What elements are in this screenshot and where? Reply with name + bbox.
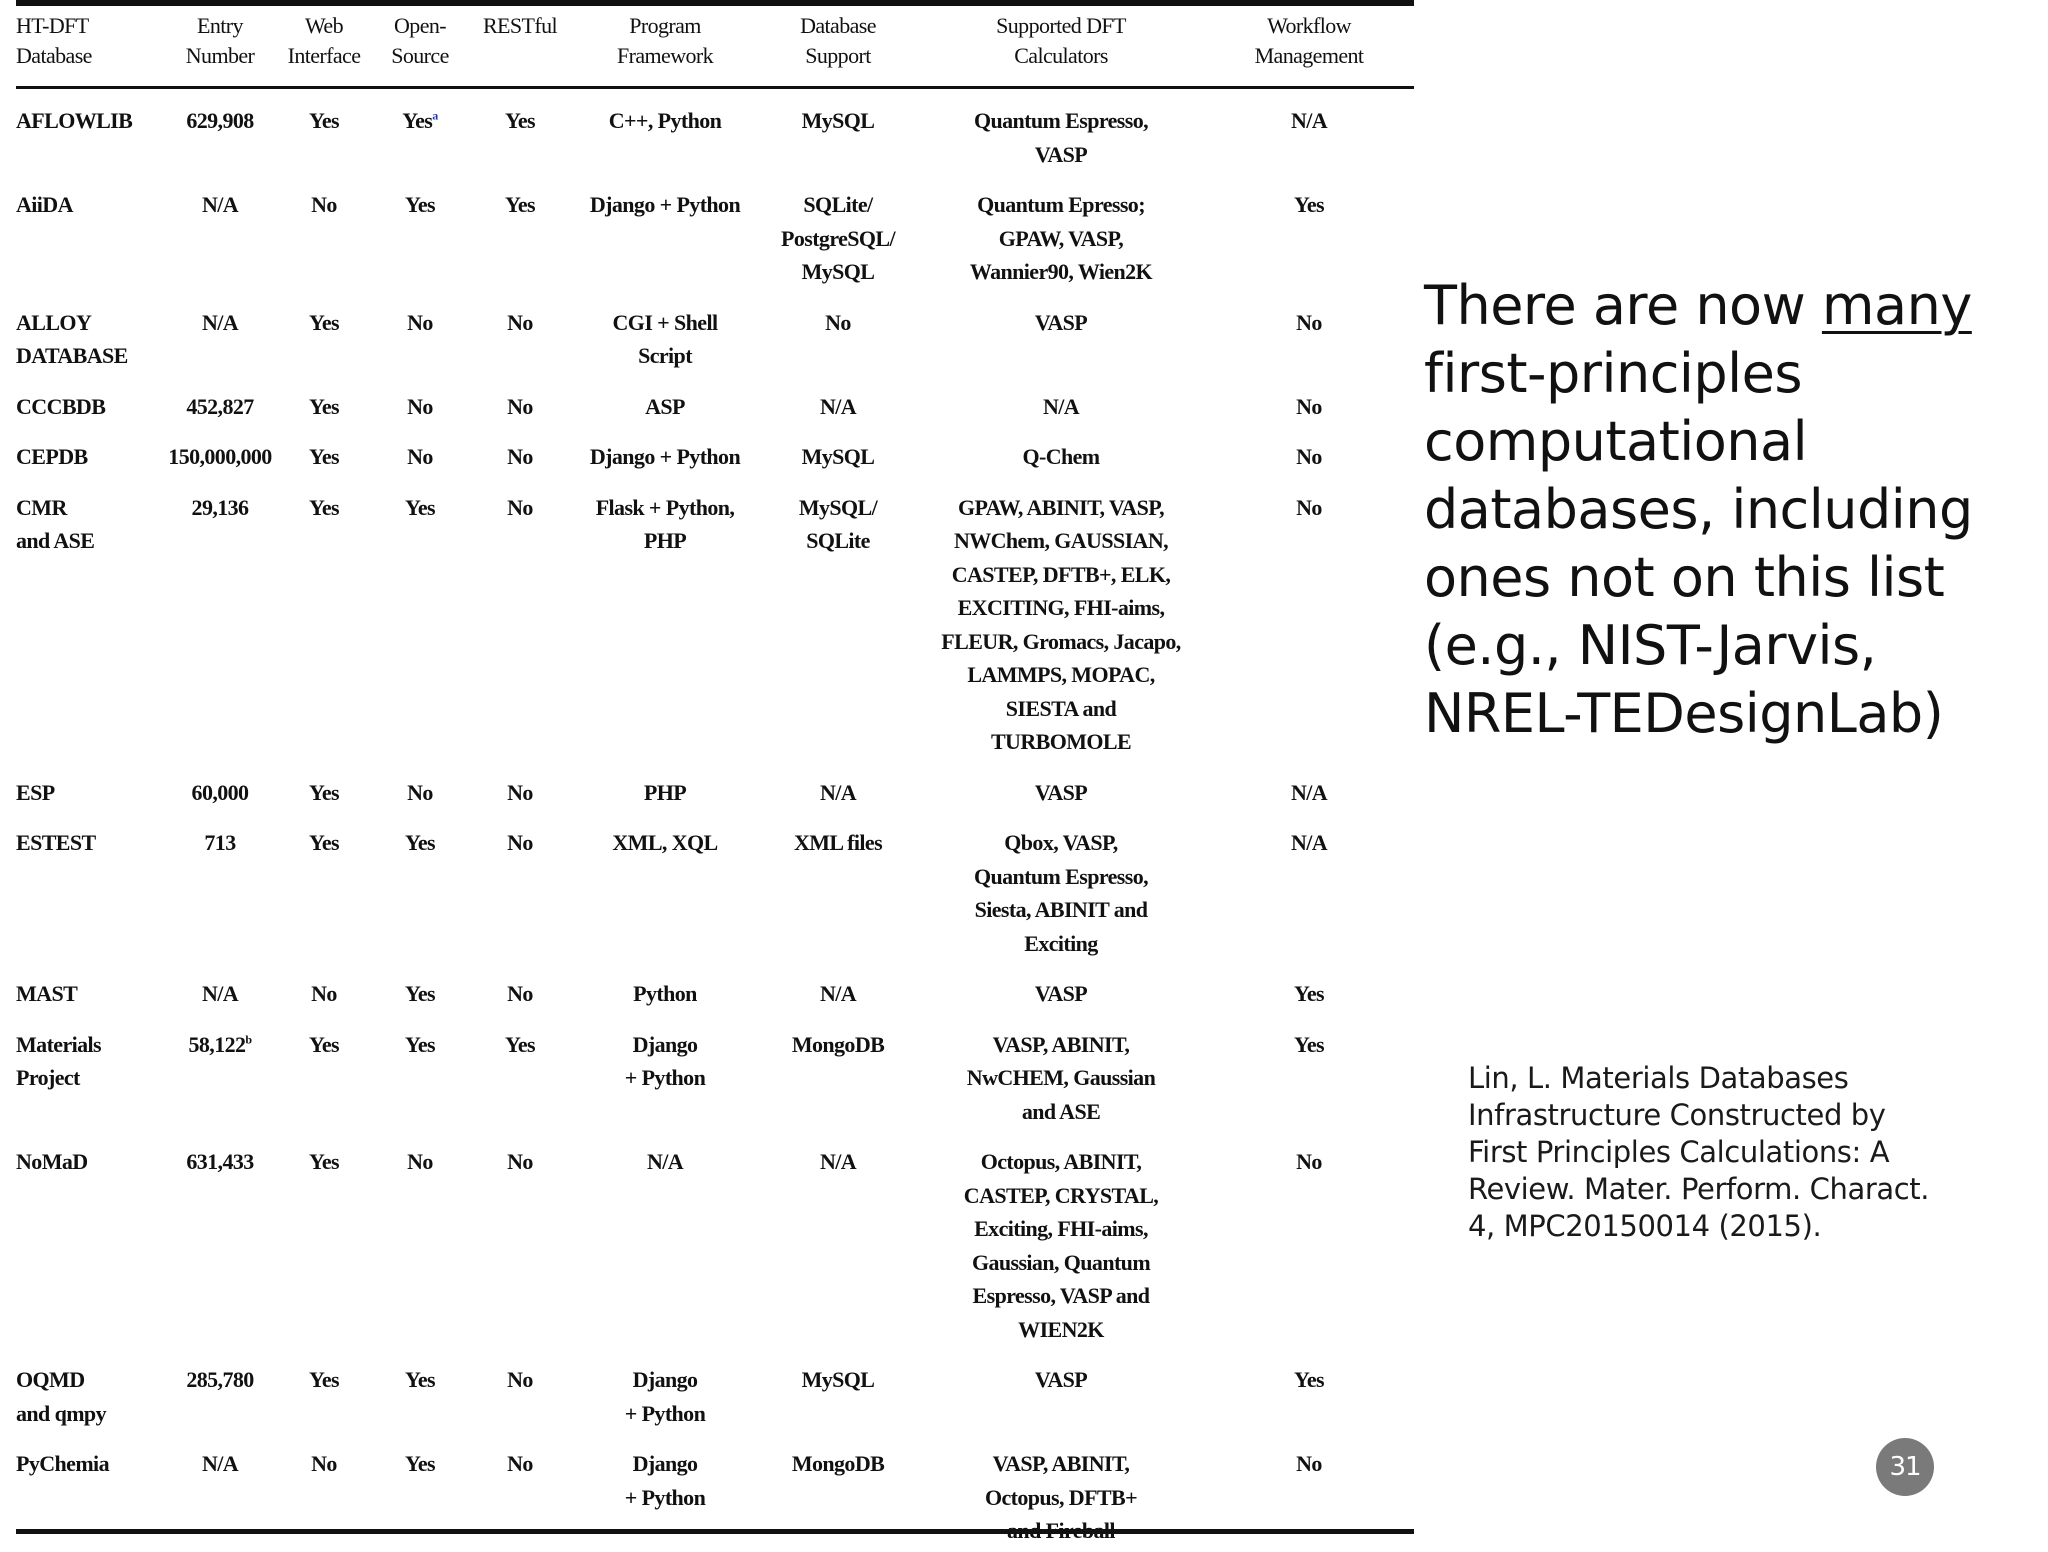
cell-entry-number: N/A [201, 309, 239, 335]
cell-entry-number: 713 [204, 830, 236, 855]
cell-program-framework: Python [633, 981, 697, 1006]
cell-database: ALLOY DATABASE [16, 309, 128, 368]
cell-open-source [372, 91, 468, 175]
cell-database-support: N/A [819, 981, 857, 1006]
cell-program-framework: CGI + Shell Script [612, 309, 718, 368]
cell-web-interface: Yes [309, 494, 339, 520]
cell-database-support: XML files [793, 830, 883, 855]
cell-restful: No [507, 444, 533, 469]
cell-open-source: No [407, 309, 433, 335]
cell-dft-calculators: Quantum Epresso; GPAW, VASP, Wannier90, Wien2K [969, 192, 1153, 284]
cell-program-framework: PHP [643, 779, 687, 805]
table-row [16, 1015, 1414, 1133]
cell-restful: No [507, 309, 533, 335]
cell-entry-number-value: 58,122 [188, 1031, 246, 1057]
cell-restful: No [507, 779, 533, 805]
cell-open-source: Yes [405, 1451, 435, 1476]
cell-database: AFLOWLIB [16, 108, 133, 133]
table-row [16, 293, 1414, 377]
cell-program-framework: Django + Python [624, 1031, 706, 1090]
cell-database-support: MySQL [801, 1367, 875, 1392]
cell-program-framework: Flask + Python, PHP [595, 494, 735, 553]
cell-entry-number: 29,136 [191, 494, 249, 520]
cell-database-support: MySQL [801, 444, 875, 469]
cell-dft-calculators: VASP, ABINIT, NwCHEM, Gaussian and ASE [966, 1031, 1156, 1124]
ht-dft-database-table [16, 8, 1414, 1552]
cell-database-support: No [825, 309, 851, 335]
header-entry-number: Entry Number [185, 13, 255, 68]
cell-web-interface: Yes [309, 393, 339, 419]
cell-web-interface: Yes [309, 444, 339, 469]
cell-dft-calculators: Quantum Espresso, VASP [974, 108, 1148, 167]
cell-entry-number: 452,827 [186, 393, 254, 419]
cell-open-source-value: Yes [402, 108, 433, 133]
table-row [16, 175, 1414, 293]
slide-headline [1424, 272, 2014, 748]
headline-text-before: There are now [1424, 274, 1822, 337]
cell-web-interface: Yes [309, 1367, 339, 1392]
cell-restful: No [507, 494, 533, 520]
database-comparison-table-region [16, 0, 1414, 1536]
cell-open-source: Yes [405, 1031, 435, 1057]
citation-text: Lin, L. Materials Databases Infrastructure Constructed by First Principles Calculations: A Review. Mater. Perform. Charact. 4, MPC20150014 (2015). [1468, 1061, 1930, 1243]
cell-database: CEPDB [16, 444, 88, 469]
cell-open-source: Yes [405, 1367, 435, 1392]
cell-open-source: No [407, 393, 433, 419]
cell-dft-calculators: Octopus, ABINIT, CASTEP, CRYSTAL, Exciting, FHI-aims, Gaussian, Quantum Espresso, VASP and WIEN2K [963, 1149, 1159, 1342]
cell-database: CMR and ASE [16, 494, 95, 553]
cell-database: ESP [16, 779, 55, 805]
cell-workflow-management: N/A [1290, 779, 1328, 805]
cell-restful: No [507, 1149, 533, 1174]
cell-dft-calculators: VASP [1034, 1367, 1088, 1392]
cell-dft-calculators: Q-Chem [1022, 444, 1100, 469]
cell-workflow-management: N/A [1290, 830, 1328, 855]
cell-web-interface: Yes [309, 309, 339, 335]
cell-program-framework: Django + Python [624, 1451, 706, 1510]
cell-dft-calculators: VASP [1034, 779, 1088, 805]
table-row [16, 1132, 1414, 1350]
cell-database-support: N/A [819, 393, 857, 419]
cell-entry-number: 60,000 [191, 779, 249, 805]
cell-entry-number: 150,000,000 [168, 444, 272, 469]
cell-dft-calculators: VASP [1034, 981, 1088, 1006]
cell-entry-number: N/A [201, 981, 239, 1006]
cell-program-framework: ASP [645, 393, 685, 419]
header-restful: RESTful [482, 13, 558, 38]
cell-workflow-management: No [1296, 309, 1322, 335]
cell-database: NoMaD [16, 1149, 88, 1174]
cell-program-framework: N/A [646, 1149, 684, 1174]
cell-database-support: MongoDB [791, 1451, 885, 1476]
cell-workflow-management: No [1296, 494, 1322, 520]
cell-workflow-management: Yes [1294, 192, 1324, 217]
cell-database-support: SQLite/ PostgreSQL/ MySQL [781, 192, 895, 284]
cell-restful: No [507, 981, 533, 1006]
cell-restful: Yes [505, 192, 535, 217]
cell-workflow-management: No [1296, 1451, 1322, 1476]
cell-open-source: Yes [405, 494, 435, 520]
cell-entry-number [164, 1015, 276, 1133]
cell-program-framework: Django + Python [624, 1367, 706, 1426]
cell-restful: No [507, 1367, 533, 1392]
cell-open-source: Yes [405, 192, 435, 217]
cell-entry-number: N/A [201, 192, 239, 217]
table-row [16, 427, 1414, 478]
cell-open-source: No [407, 1149, 433, 1174]
cell-program-framework: Django + Python [589, 444, 741, 469]
cell-database-support: MySQL/ SQLite [798, 494, 878, 553]
cell-database-support: MongoDB [791, 1031, 885, 1057]
cell-database: OQMD and qmpy [16, 1367, 106, 1426]
cell-web-interface: Yes [309, 1149, 339, 1174]
cell-dft-calculators: Qbox, VASP, Quantum Espresso, Siesta, ABINIT and Exciting [974, 830, 1148, 956]
cell-database: PyChemia [16, 1451, 109, 1476]
cell-workflow-management: Yes [1294, 981, 1324, 1006]
cell-entry-number: 285,780 [186, 1367, 254, 1392]
cell-dft-calculators: N/A [1042, 393, 1080, 419]
cell-database: Materials Project [16, 1031, 102, 1090]
header-web-interface: Web Interface [287, 13, 361, 68]
table-row [16, 763, 1414, 814]
cell-web-interface: No [311, 192, 337, 217]
cell-restful: No [507, 830, 533, 855]
table-row [16, 813, 1414, 964]
header-workflow-management: Workflow Management [1254, 13, 1364, 68]
table-row [16, 377, 1414, 428]
cell-restful: No [507, 1451, 533, 1476]
cell-open-source: Yes [405, 981, 435, 1006]
header-database-support: Database Support [800, 13, 876, 68]
cell-dft-calculators: VASP [1034, 309, 1088, 335]
page-number-badge: 31 [1876, 1438, 1934, 1496]
cell-workflow-management: N/A [1290, 108, 1328, 133]
header-open-source: Open- Source [391, 13, 449, 68]
table-top-rule [16, 0, 1414, 6]
cell-workflow-management: No [1296, 1149, 1322, 1174]
cell-workflow-management: No [1296, 393, 1322, 419]
cell-database: ESTEST [16, 830, 96, 855]
cell-database-support: N/A [819, 1149, 857, 1174]
cell-dft-calculators: GPAW, ABINIT, VASP, NWChem, GAUSSIAN, CASTEP, DFTB+, ELK, EXCITING, FHI-aims, FLEUR, Gromacs, Jacapo, LAMMPS, MOPAC, SIESTA and TURBOMOLE [941, 494, 1181, 754]
cell-dft-calculators: VASP, ABINIT, Octopus, DFTB+ [984, 1451, 1138, 1510]
headline-emphasis: many [1821, 274, 1972, 337]
cell-open-source: Yes [405, 830, 435, 855]
cell-restful: No [507, 393, 533, 419]
cell-restful: Yes [505, 108, 535, 133]
cell-program-framework: C++, Python [608, 108, 722, 133]
cell-open-source: No [407, 779, 433, 805]
cell-entry-number: 631,433 [186, 1149, 254, 1174]
header-supported-dft-calculators: Supported DFT Calculators [996, 13, 1126, 68]
cell-restful: Yes [505, 1031, 535, 1057]
cell-workflow-management: Yes [1294, 1031, 1324, 1057]
table-row [16, 91, 1414, 175]
table-row [16, 1350, 1414, 1434]
cell-web-interface: Yes [309, 830, 339, 855]
footnote-mark-a: a [432, 108, 438, 123]
cell-web-interface: No [311, 981, 337, 1006]
table-row [16, 964, 1414, 1015]
cell-database-support: MySQL [801, 108, 875, 133]
cell-open-source: No [407, 444, 433, 469]
table-row [16, 478, 1414, 763]
cell-web-interface: Yes [309, 779, 339, 805]
table-header-row [16, 8, 1414, 91]
cell-workflow-management: No [1296, 444, 1322, 469]
cell-program-framework: XML, XQL [612, 830, 718, 855]
table-bottom-rule [16, 1529, 1414, 1534]
cell-database: MAST [16, 981, 78, 1006]
cell-web-interface: Yes [309, 1031, 339, 1057]
cell-web-interface: No [311, 1451, 337, 1476]
cell-entry-number: N/A [201, 1451, 239, 1476]
cell-web-interface: Yes [309, 108, 339, 133]
headline-text-after: first-principles computational databases, including ones not on this list (e.g., NIST-Jarvis, NREL-TEDesignLab) [1424, 342, 1973, 745]
cell-program-framework: Django + Python [589, 192, 741, 217]
cell-database-support: N/A [819, 779, 857, 805]
header-database: HT-DFT Database [16, 13, 92, 68]
footnote-mark-b: b [245, 1032, 252, 1047]
cell-workflow-management: Yes [1294, 1367, 1324, 1392]
cell-database: AiiDA [16, 192, 73, 217]
cell-database: CCCBDB [16, 393, 106, 419]
cell-entry-number: 629,908 [186, 108, 254, 133]
header-program-framework: Program Framework [616, 13, 714, 68]
